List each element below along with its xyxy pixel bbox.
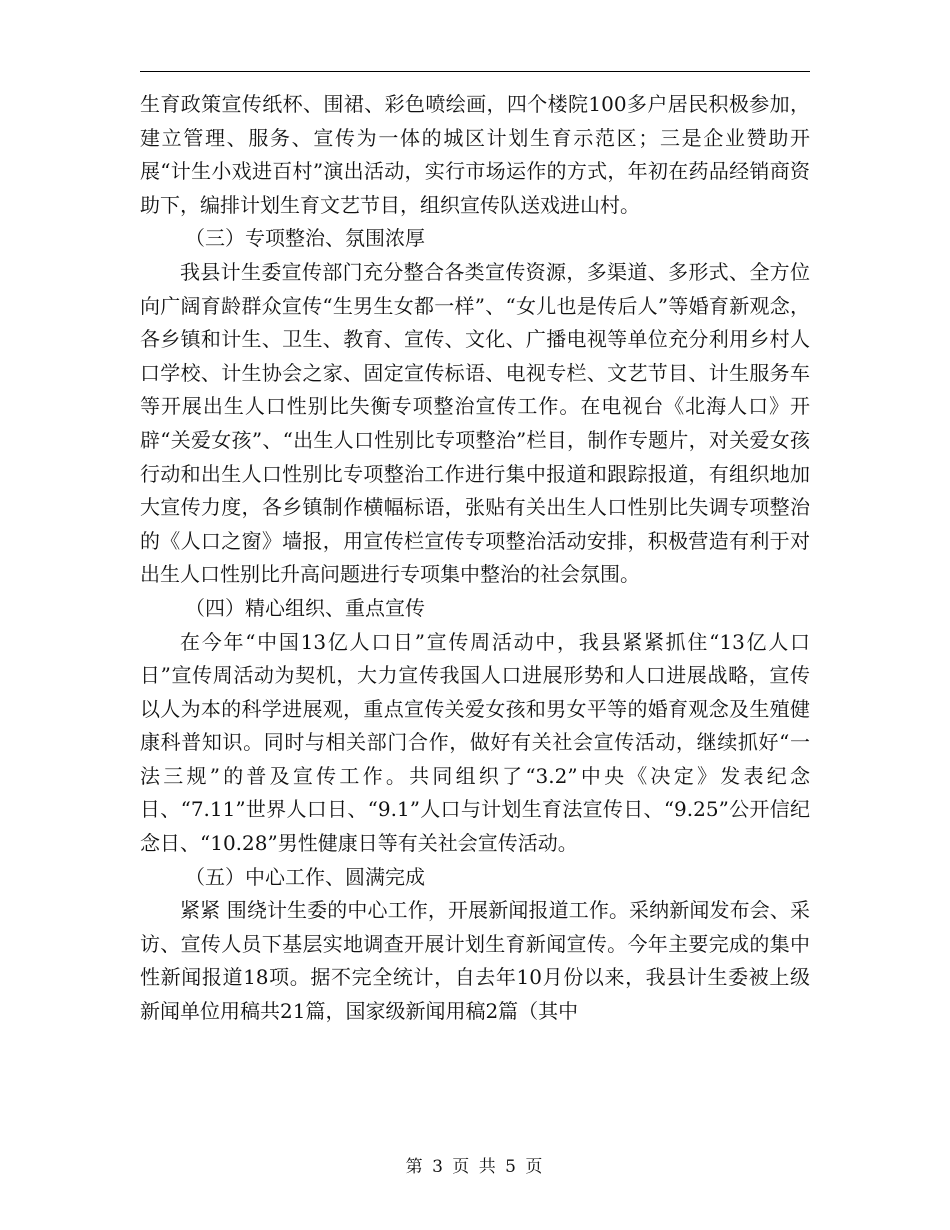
section-heading-4: （四）精心组织、重点宣传 — [185, 595, 425, 620]
paragraph-continuation: 生育政策宣传纸杯、围裙、彩色喷绘画，四个楼院100多户居民积极参加，建立管理、服务、宣传为一体的城区计划生育示范区；三是企业赞助开展“计生小戏进百村”演出活动，实行市场运作的方式，年初在药品经销商资助下，编排计划生育文艺节目，组织宣传队送戏进山村。 — [140, 92, 810, 217]
paragraph-section-4: 在今年“中国13亿人口日”宣传周活动中，我县紧紧抓住“13亿人口日”宣传周活动为契机，大力宣传我国人口进展形势和人口进展战略，宣传以人为本的科学进展观，重点宣传关爱女孩和男女平等的婚育观念及生殖健康科普知识。同时与相关部门合作，做好有关社会宣传活动，继续抓好“一法三规”的普及宣传工作。共同组织了“3.2”中央《决定》发表纪念日、“7.11”世界人口日、“9.1”人口与计划生育法宣传日、“9.25”公开信纪念日、“10.28”男性健康日等有关社会宣传活动。 — [140, 629, 810, 856]
paragraph-section-3: 我县计生委宣传部门充分整合各类宣传资源，多渠道、多形式、全方位向广阔育龄群众宣传“生男生女都一样”、“女儿也是传后人”等婚育新观念，各乡镇和计生、卫生、教育、宣传、文化、广播电视等单位充分利用乡村人口学校、计生协会之家、固定宣传标语、电视专栏、文艺节目、计生服务车等开展出生人口性别比失衡专项整治宣传工作。在电视台《北海人口》开辟“关爱女孩”、“出生人口性别比专项整治”栏目，制作专题片，对关爱女孩行动和出生人口性别比专项整治工作进行集中报道和跟踪报道，有组织地加大宣传力度，各乡镇制作横幅标语，张贴有关出生人口性别比失调专项整治的《人口之窗》墙报，用宣传栏宣传专项整治活动安排，积极营造有利于对出生人口性别比升高问题进行专项集中整治的社会氛围。 — [140, 259, 810, 587]
body-text — [140, 88, 810, 1029]
paragraph-section-5: 紧紧 围绕计生委的中心工作，开展新闻报道工作。采纳新闻发布会、采访、宣传人员下基层实地调查开展计划生育新闻宣传。今年主要完成的集中性新闻报道18项。据不完全统计，自去年10月份以来，我县计生委被上级新闻单位用稿共21篇，国家级新闻用稿2篇（其中 — [140, 898, 810, 1024]
page-number-footer: 第 3 页 共 5 页 — [405, 1157, 545, 1177]
header-rule — [140, 71, 810, 72]
section-heading-5: （五）中心工作、圆满完成 — [185, 864, 425, 889]
section-heading-3: （三）专项整治、氛围浓厚 — [185, 226, 425, 251]
